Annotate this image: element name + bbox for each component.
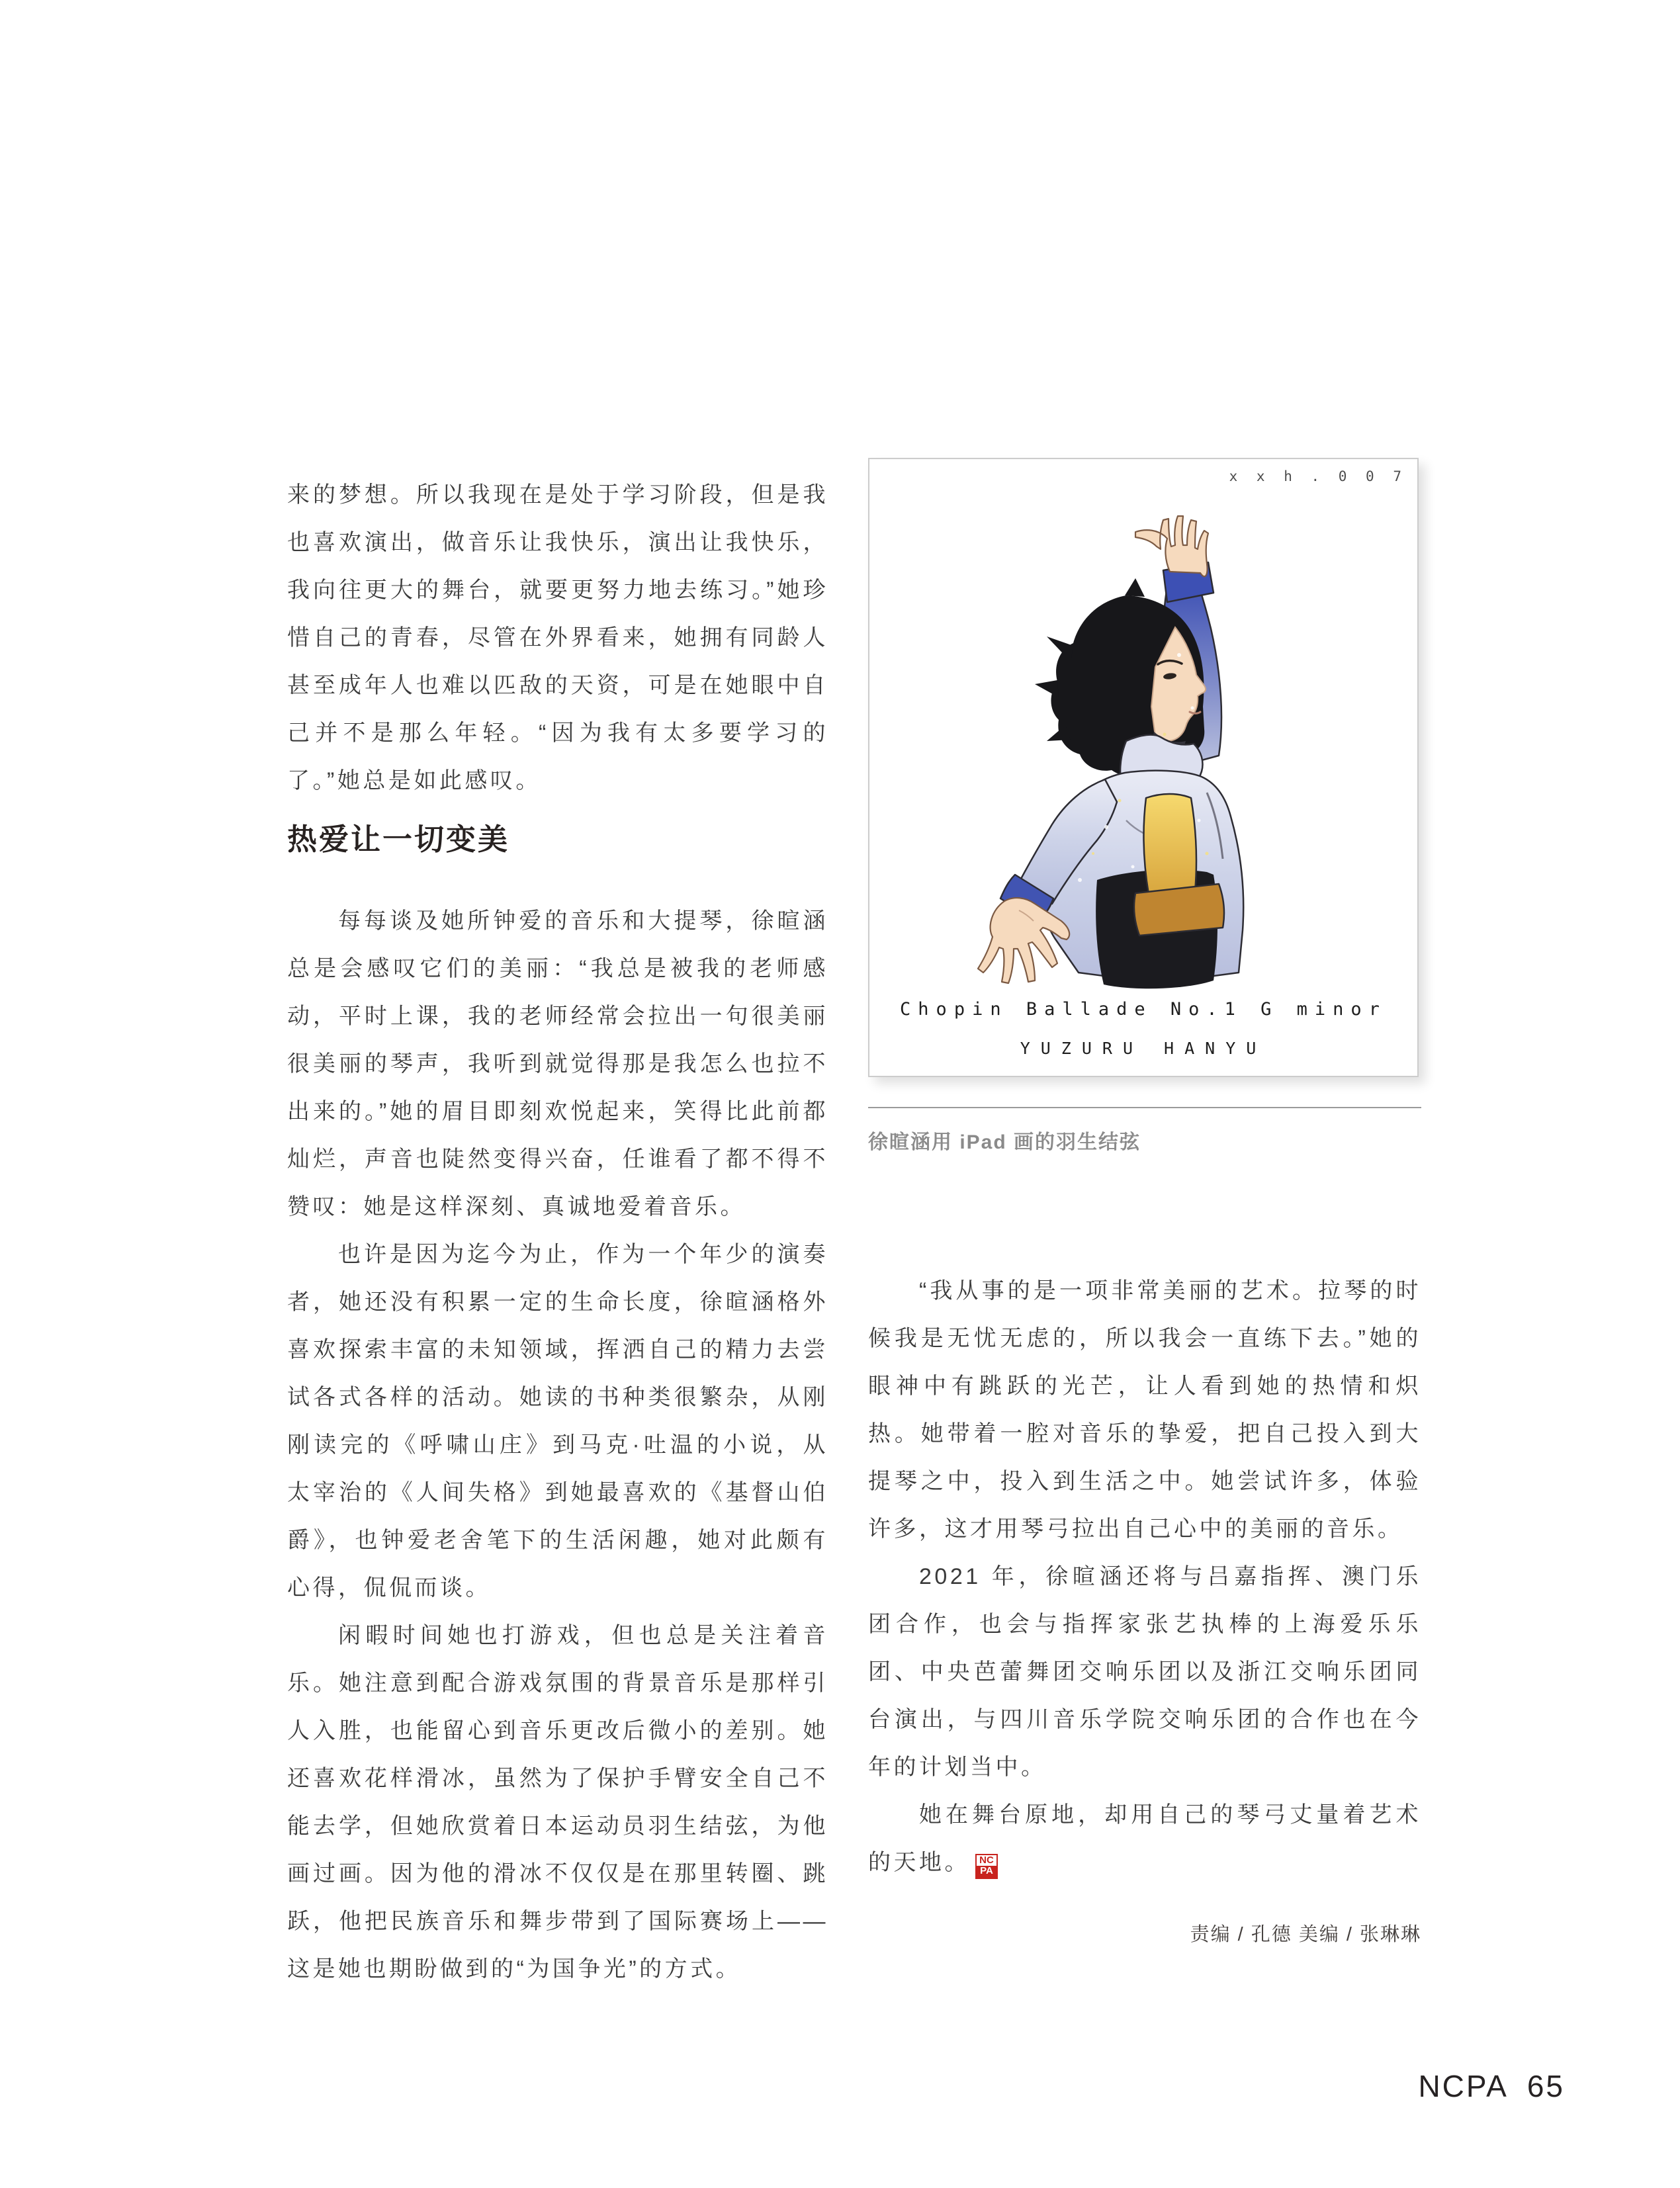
page-number: 65 <box>1526 2069 1565 2103</box>
section-heading: 热爱让一切变美 <box>287 822 510 856</box>
caption-divider <box>868 1107 1421 1108</box>
ncpa-end-mark-icon: NC PA <box>975 1854 998 1879</box>
paragraph: 也许是因为迄今为止，作为一个年少的演奏者，她还没有积累一定的生命长度，徐暄涵格外喜欢探索丰富的未知领域，挥洒自己的精力去尝试各式各样的活动。她读的书种类很繁杂，从刚刚读完的《呼啸山庄》到马克·吐温的小说，从太宰治的《人间失格》到她最喜欢的《基督山伯爵》，也钟爱老舍笔下的生活闲趣，她对此颇有心得，侃侃而谈。 <box>287 1242 828 1600</box>
paragraph: 闲暇时间她也打游戏，但也总是关注着音乐。她注意到配合游戏氛围的背景音乐是那样引人入胜，也能留心到音乐更改后微小的差别。她还喜欢花样滑冰，虽然为了保护手臂安全自己不能去学，但她欣赏着日本运动员羽生结弦，为他画过画。因为他的滑冰不仅仅是在那里转圈、跳跃，他把民族音乐和舞步带到了国际赛场上——这是她也期盼做到的“为国争光”的方式。 <box>287 1623 828 1982</box>
artwork-title: Chopin Ballade No.1 G minor <box>900 999 1387 1020</box>
artwork-caption: 徐暄涵用 iPad 画的羽生结弦 <box>868 1131 1141 1153</box>
right-column <box>868 458 1421 1947</box>
magazine-brand: NCPA <box>1418 2069 1509 2103</box>
left-column <box>287 471 828 1993</box>
artist-signature: x x h . 0 0 7 <box>1229 468 1407 484</box>
artwork-frame <box>868 458 1419 1077</box>
paragraph: “我从事的是一项非常美丽的艺术。拉琴的时候我是无忧无虑的，所以我会一直练下去。”她的眼神中有跳跃的光芒，让人看到她的热情和炽热。她带着一腔对音乐的挚爱，把自己投入到大提琴之中，投入到生活之中。她尝试许多，体验许多，这才用琴弓拉出自己心中的美丽的音乐。 <box>868 1278 1421 1542</box>
paragraph-text: 她在舞台原地，却用自己的琴弓丈量着艺术的天地。 <box>868 1802 1421 1875</box>
hanyu-illustration <box>908 509 1382 991</box>
paragraph-continuation: 来的梦想。所以我现在是处于学习阶段，但是我也喜欢演出，做音乐让我快乐，演出让我快乐，我向往更大的舞台，就要更努力地去练习。”她珍惜自己的青春，尽管在外界看来，她拥有同龄人甚至成年人也难以匹敌的天资，可是在她眼中自己并不是那么年轻。“因为我有太多要学习的了。”她总是如此感叹。 <box>287 482 828 793</box>
page-footer <box>1418 2068 1565 2104</box>
paragraph-with-endmark <box>868 1791 1421 1886</box>
artwork-subtitle: YUZURU HANYU <box>1020 1039 1267 1058</box>
paragraph: 2021 年，徐暄涵还将与吕嘉指挥、澳门乐团合作，也会与指挥家张艺执棒的上海爱乐乐团、中央芭蕾舞团交响乐团以及浙江交响乐团同台演出，与四川音乐学院交响乐团的合作也在今年的计划当中。 <box>868 1564 1421 1780</box>
paragraph: 每每谈及她所钟爱的音乐和大提琴，徐暄涵总是会感叹它们的美丽：“我总是被我的老师感动，平时上课，我的老师经常会拉出一句很美丽很美丽的琴声，我听到就觉得那是我怎么也拉不出来的。”她的眉目即刻欢悦起来，笑得比此前都灿烂，声音也陡然变得兴奋，任谁看了都不得不赞叹：她是这样深刻、真诚地爱着音乐。 <box>287 908 828 1219</box>
editor-credits: 责编 / 孔德 美编 / 张琳琳 <box>1190 1924 1421 1945</box>
